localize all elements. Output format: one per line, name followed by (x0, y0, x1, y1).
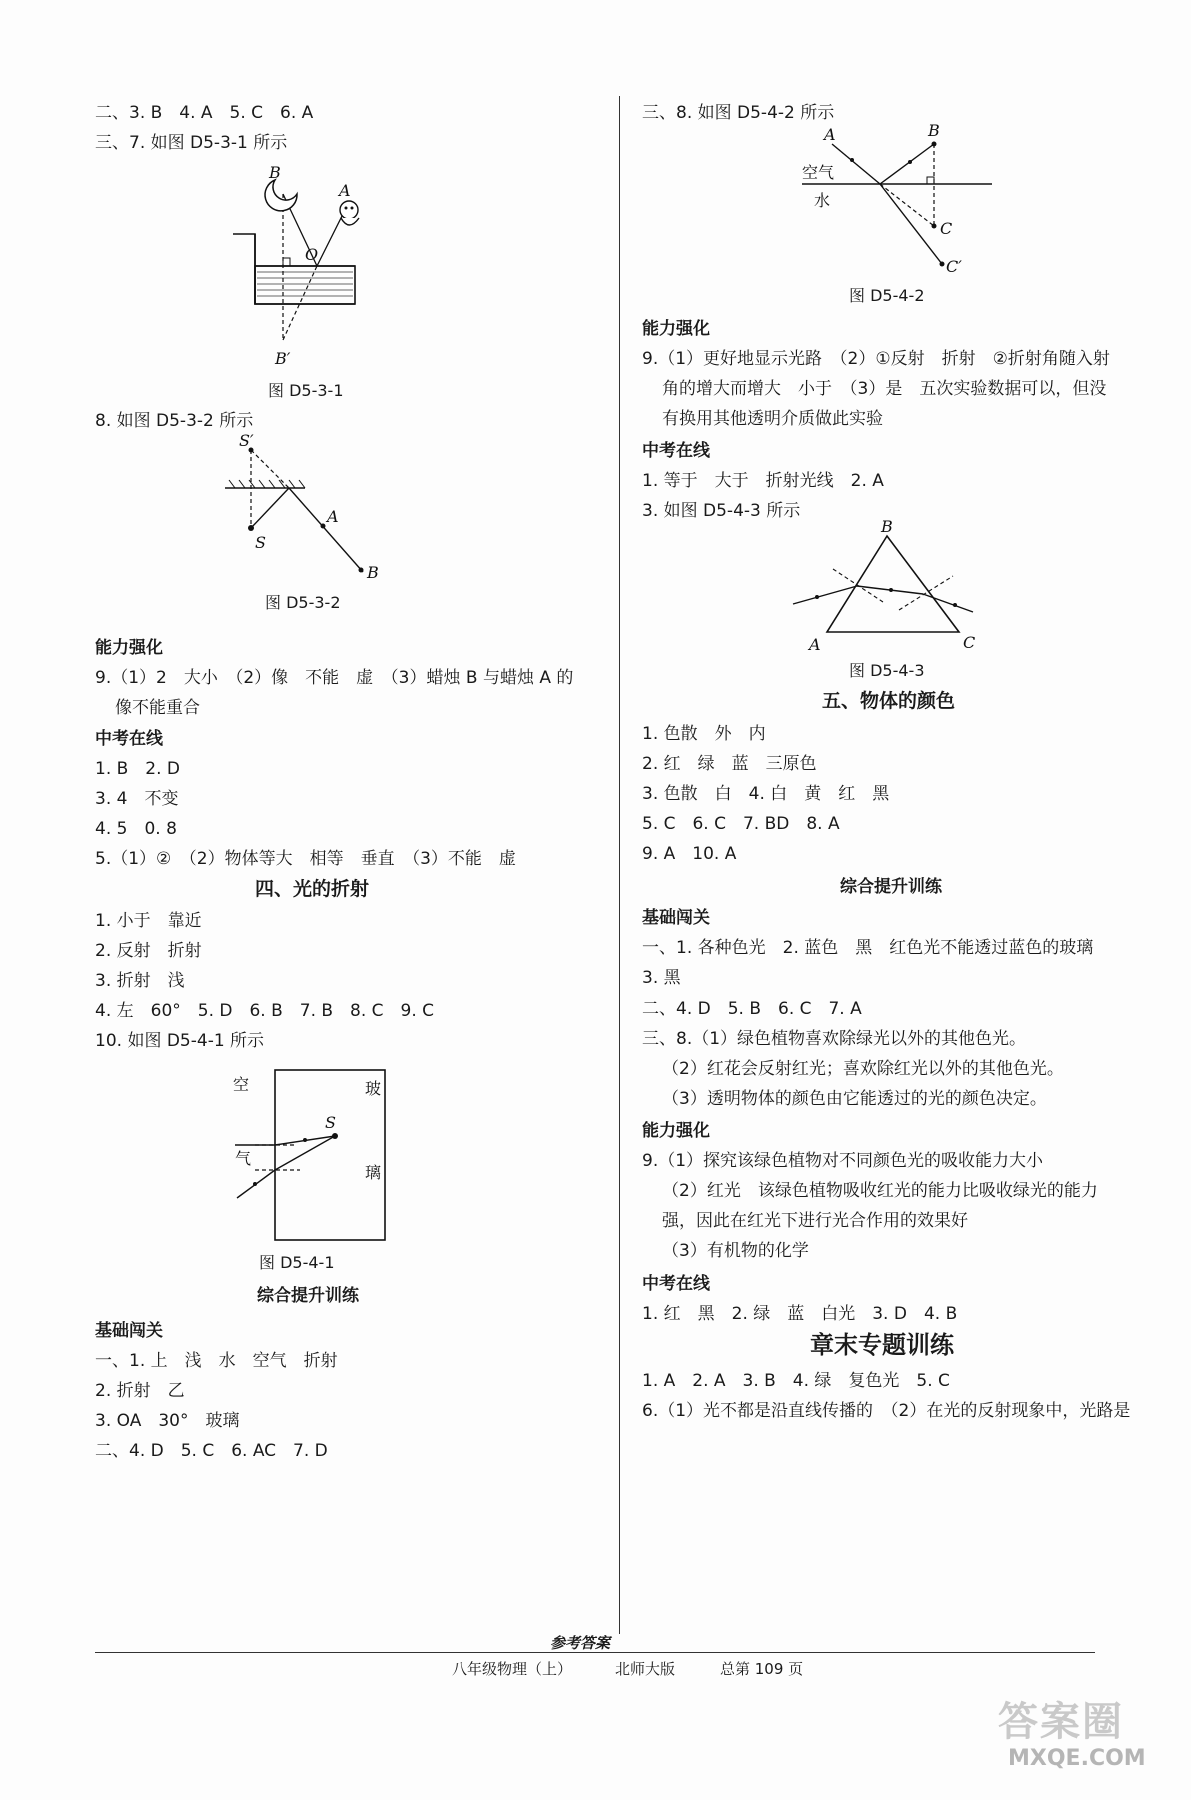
label-glass-1: 玻 (365, 1079, 382, 1098)
label-c: C (940, 219, 953, 238)
footer-rule (95, 1652, 1095, 1653)
subsection-title: 综合提升训练 (840, 877, 942, 897)
label-glass-2: 璃 (365, 1163, 382, 1182)
footer-page-number: 总第 109 页 (720, 1660, 804, 1678)
answer-line: 三、8.（1）绿色植物喜欢除绿光以外的其他色光。 (642, 1029, 1027, 1049)
answer-line: 2. 反射 折射 (95, 941, 202, 961)
label-s: S (255, 533, 266, 552)
label-air-1: 空 (233, 1075, 250, 1094)
footer-header: 参考答案 (550, 1634, 611, 1652)
figure-d5-3-1 (225, 154, 485, 394)
label-a: A (327, 507, 339, 526)
answer-line: 二、4. D 5. B 6. C 7. A (642, 999, 862, 1019)
answer-line: 2. 折射 乙 (95, 1381, 185, 1401)
answer-line: （3）透明物体的颜色由它能透过的光的颜色决定。 (662, 1089, 1047, 1109)
section-heading: 能力强化 (642, 319, 710, 339)
answer-line: 1. 小于 靠近 (95, 911, 202, 931)
chapter-title: 五、物体的颜色 (822, 690, 956, 712)
section-heading: 基础闯关 (95, 1321, 163, 1341)
label-a: A (809, 635, 821, 654)
answer-line: 1. A 2. A 3. B 4. 绿 复色光 5. C (642, 1371, 950, 1391)
footer-grade: 八年级物理（上） (452, 1660, 573, 1678)
label-b: B (367, 563, 379, 582)
answer-line: 一、1. 各种色光 2. 蓝色 黑 红色光不能透过蓝色的玻璃 (642, 938, 1094, 958)
label-s: S (325, 1113, 336, 1132)
answer-line: 4. 左 60° 5. D 6. B 7. B 8. C 9. C (95, 1001, 435, 1021)
label-a: A (824, 125, 836, 144)
label-water: 水 (814, 191, 831, 210)
label-b-prime: B′ (275, 349, 291, 368)
answer-line: 1. 色散 外 内 (642, 724, 766, 744)
answer-line: 三、8. 如图 D5-4-2 所示 (642, 103, 835, 123)
watermark-text: 答案圈 (998, 1699, 1124, 1745)
figure-caption: 图 D5-3-2 (265, 593, 341, 612)
answer-line: 像不能重合 (115, 698, 200, 718)
answer-line: 二、4. D 5. C 6. AC 7. D (95, 1441, 328, 1461)
answer-line: 3. 4 不变 (95, 789, 179, 809)
figure-caption: 图 D5-4-2 (849, 286, 925, 305)
figure-d5-4-1 (225, 1060, 485, 1250)
chapter-title: 章末专题训练 (810, 1331, 954, 1359)
answer-line: 6.（1）光不都是沿直线传播的 （2）在光的反射现象中，光路是 (642, 1401, 1131, 1421)
page-footer (95, 1636, 1095, 1696)
figure-caption: 图 D5-4-3 (849, 661, 925, 680)
figure-caption: 图 D5-4-1 (259, 1253, 335, 1272)
answer-line: 有换用其他透明介质做此实验 (662, 409, 883, 429)
label-a: A (339, 181, 351, 200)
answer-line: 9.（1）2 大小 （2）像 不能 虚 （3）蜡烛 B 与蜡烛 A 的 (95, 668, 574, 688)
answer-line: 9. A 10. A (642, 844, 737, 864)
figure-d5-3-2 (215, 432, 415, 597)
answer-line: （2）红花会反射红光；喜欢除红光以外的其他色光。 (662, 1059, 1064, 1079)
section-heading: 能力强化 (642, 1121, 710, 1141)
answer-line: 10. 如图 D5-4-1 所示 (95, 1031, 265, 1051)
answer-line: 2. 红 绿 蓝 三原色 (642, 754, 817, 774)
answer-line: 5.（1）② （2）物体等大 相等 垂直 （3）不能 虚 (95, 849, 516, 869)
label-c-prime: C′ (946, 257, 962, 276)
column-divider (619, 96, 620, 1634)
answer-line: （3）有机物的化学 (662, 1241, 809, 1261)
answer-line: 3. OA 30° 玻璃 (95, 1411, 240, 1431)
label-o: O (305, 245, 319, 264)
label-s-prime: S′ (239, 431, 254, 450)
watermark-url: MXQE.COM (1008, 1746, 1146, 1771)
answer-line: 1. 红 黑 2. 绿 蓝 白光 3. D 4. B (642, 1304, 958, 1324)
answer-line: （2）红光 该绿色植物吸收红光的能力比吸收绿光的能力 (662, 1181, 1098, 1201)
answer-line: 9.（1）探究该绿色植物对不同颜色光的吸收能力大小 (642, 1151, 1044, 1171)
section-heading: 中考在线 (642, 441, 710, 461)
section-heading: 能力强化 (95, 638, 163, 658)
label-c: C (963, 633, 976, 652)
label-air: 空气 (802, 163, 835, 182)
answer-line: 3. 如图 D5-4-3 所示 (642, 501, 801, 521)
watermark-logo (998, 1690, 1178, 1790)
chapter-title: 四、光的折射 (255, 878, 370, 900)
label-air-2: 气 (235, 1149, 252, 1168)
label-b: B (928, 121, 940, 140)
answer-line: 9.（1）更好地显示光路 （2）①反射 折射 ②折射角随入射 (642, 349, 1110, 369)
subsection-title: 综合提升训练 (257, 1286, 359, 1306)
section-heading: 中考在线 (95, 729, 163, 749)
section-heading: 基础闯关 (642, 908, 710, 928)
figure-d5-4-3 (787, 517, 1017, 654)
answer-line: 三、7. 如图 D5-3-1 所示 (95, 133, 288, 153)
answer-line: 3. 黑 (642, 968, 681, 988)
answer-line: 3. 折射 浅 (95, 971, 185, 991)
answer-line: 1. B 2. D (95, 759, 180, 779)
answer-line: 强，因此在红光下进行光合作用的效果好 (662, 1211, 968, 1231)
answer-line: 二、3. B 4. A 5. C 6. A (95, 103, 314, 123)
label-b: B (881, 517, 893, 536)
figure-d5-4-2 (792, 121, 1012, 290)
answer-line: 3. 色散 白 4. 白 黄 红 黑 (642, 784, 890, 804)
label-b: B (269, 163, 281, 182)
answer-line: 8. 如图 D5-3-2 所示 (95, 411, 254, 431)
answer-line: 一、1. 上 浅 水 空气 折射 (95, 1351, 338, 1371)
footer-edition: 北师大版 (615, 1660, 676, 1678)
answer-line: 4. 5 0. 8 (95, 819, 177, 839)
figure-caption: 图 D5-3-1 (268, 381, 344, 400)
answer-line: 5. C 6. C 7. BD 8. A (642, 814, 840, 834)
answer-line: 1. 等于 大于 折射光线 2. A (642, 471, 884, 491)
answer-line: 角的增大而增大 小于 （3）是 五次实验数据可以，但没 (662, 379, 1107, 399)
section-heading: 中考在线 (642, 1274, 710, 1294)
